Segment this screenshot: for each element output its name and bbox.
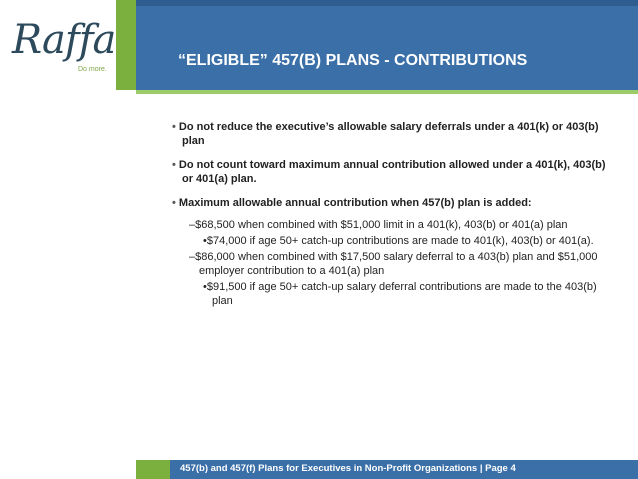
- logo-tagline: Do more.: [78, 66, 107, 73]
- title-bar: [136, 0, 638, 90]
- sub-bullet-text: $86,000 when combined with $17,500 salary deferral to a 403(b) plan and $51,000 employer contribution to a 401(a) plan: [195, 251, 598, 277]
- title-divider: [136, 90, 638, 94]
- slide-content: [172, 120, 616, 310]
- title-bar-top-accent: [136, 0, 638, 6]
- bullet-item: [172, 196, 616, 210]
- sub-sub-bullet-item: [172, 234, 616, 248]
- sub-bullet-text: $68,500 when combined with $51,000 limit in a 401(k), 403(b) or 401(a) plan: [195, 219, 568, 231]
- footer-text: 457(b) and 457(f) Plans for Executives in Non-Profit Organizations | Page 4: [180, 463, 516, 474]
- footer-bar: [170, 460, 638, 479]
- bullet-dot-icon: •: [172, 121, 179, 133]
- bullet-dot-icon: •: [172, 159, 179, 171]
- logo-script-text: Raffa: [12, 17, 116, 63]
- bullet-dot-icon: •: [203, 235, 207, 247]
- sub-sub-bullet-item: [172, 280, 616, 308]
- sub-sub-bullet-text: $91,500 if age 50+ catch-up salary deferral contributions are made to the 403(b) plan: [206, 281, 597, 307]
- sub-bullet-item: [172, 218, 616, 232]
- bullet-text: Do not count toward maximum annual contribution allowed under a 401(k), 403(b) or 401(a) plan.: [178, 159, 606, 185]
- dash-marker-icon: –: [189, 219, 196, 231]
- bullet-text: Do not reduce the executive’s allowable salary deferrals under a 401(k) or 403(b) plan: [178, 121, 599, 147]
- dash-marker-icon: –: [189, 251, 196, 263]
- bullet-text: Maximum allowable annual contribution when 457(b) plan is added:: [178, 197, 532, 209]
- sub-sub-bullet-text: $74,000 if age 50+ catch-up contributions are made to 401(k), 403(b) or 401(a).: [206, 235, 594, 247]
- bullet-dot-icon: •: [203, 281, 207, 293]
- bullet-dot-icon: •: [172, 197, 179, 209]
- sub-bullet-item: [172, 250, 616, 278]
- bullet-item: [172, 158, 616, 186]
- slide-title: “ELIGIBLE” 457(B) PLANS - CONTRIBUTIONS: [178, 52, 528, 69]
- footer-green-block: [136, 460, 170, 479]
- bullet-item: [172, 120, 616, 148]
- green-accent-stripe: [116, 0, 136, 90]
